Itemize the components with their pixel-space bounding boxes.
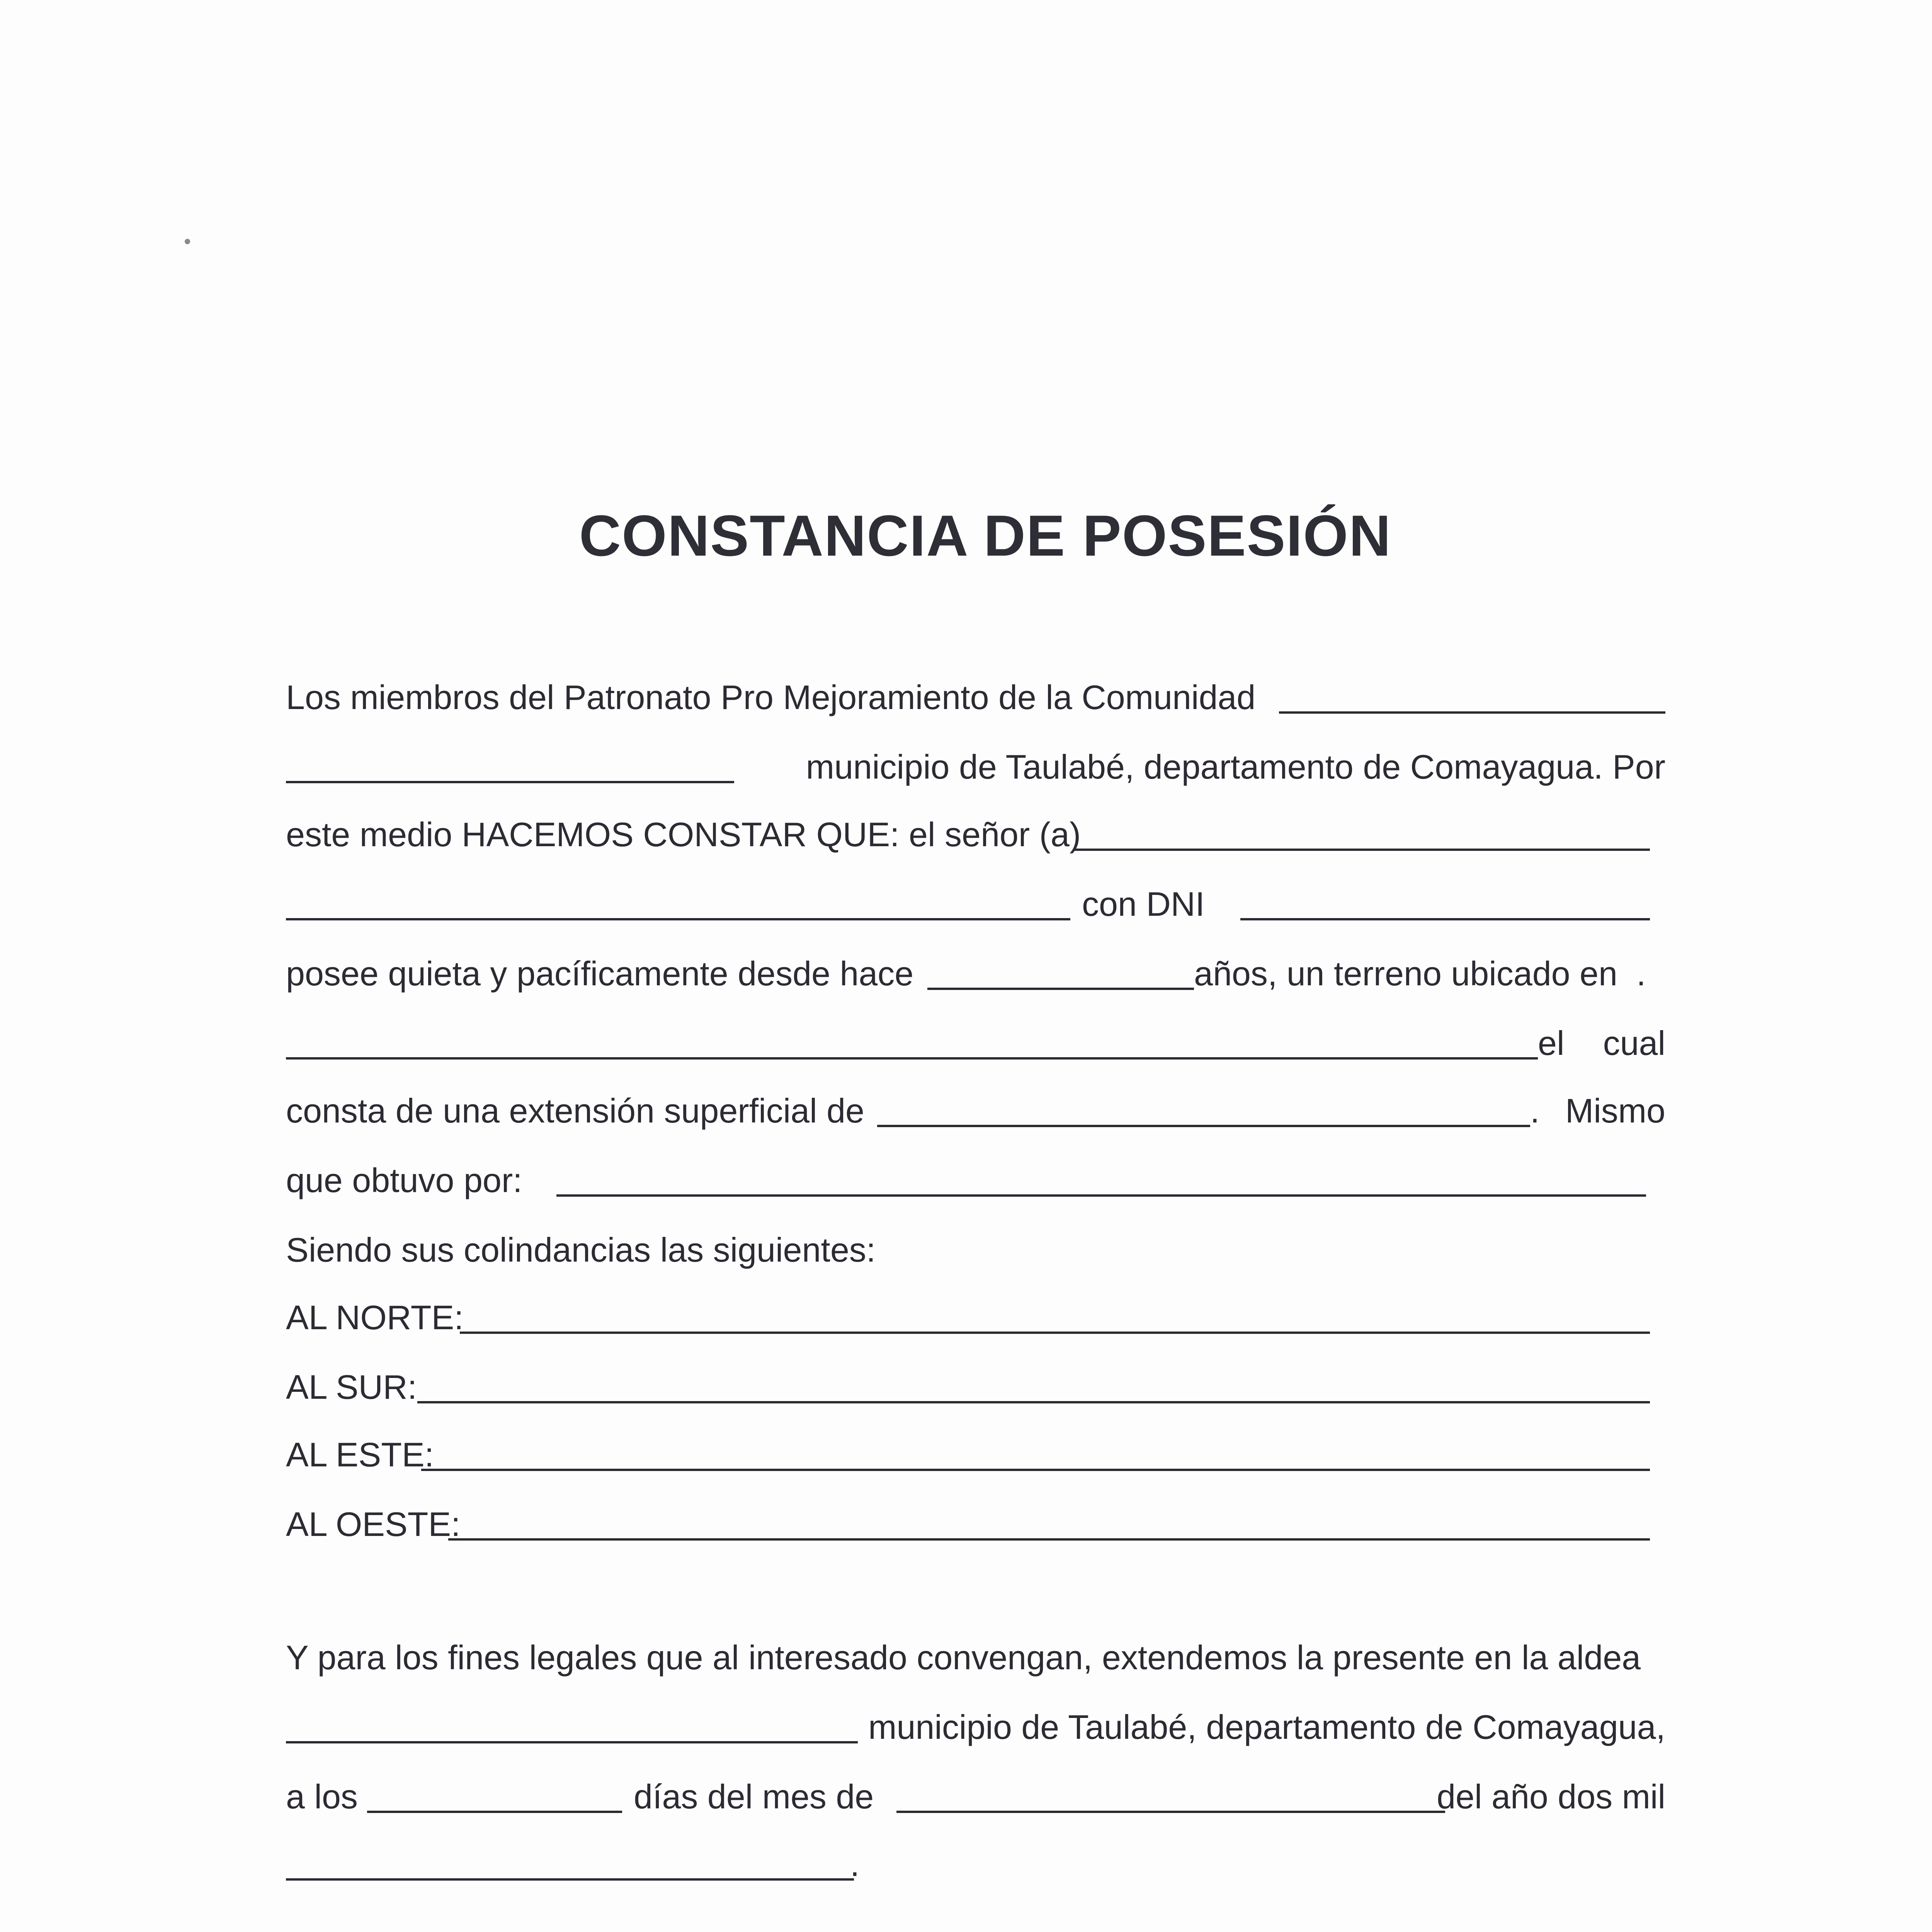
para2-line3: [286, 1774, 1665, 1820]
para1-text-5a: posee quieta y pacíficamente desde hace: [286, 954, 914, 993]
day-field[interactable]: [367, 1811, 622, 1813]
para1-text-6a: el: [1538, 1024, 1565, 1062]
obtained-by-field[interactable]: [556, 1194, 1646, 1197]
para1-text-8: que obtuvo por:: [286, 1161, 522, 1199]
village-field[interactable]: [286, 1741, 858, 1743]
boundary-north-label: AL NORTE:: [286, 1298, 464, 1337]
location-field[interactable]: [286, 1057, 1538, 1060]
person-name-field[interactable]: [1074, 849, 1650, 851]
para2-text-4: .: [850, 1845, 860, 1883]
extension-field[interactable]: [877, 1125, 1530, 1127]
community-field[interactable]: [1279, 711, 1665, 714]
para1-text-5b: años, un terreno ubicado en: [1194, 954, 1617, 993]
para1-line2: [286, 744, 1665, 790]
para2-text-3b: días del mes de: [634, 1777, 874, 1816]
years-field[interactable]: [927, 988, 1194, 990]
para1-text-5c: .: [1636, 954, 1646, 993]
boundary-south-field[interactable]: [417, 1401, 1650, 1403]
para2-text-2: municipio de Taulabé, departamento de Comayagua,: [868, 1708, 1665, 1746]
month-field[interactable]: [896, 1811, 1445, 1813]
boundaries-intro: Siendo sus colindancias las siguientes:: [286, 1231, 876, 1269]
boundary-east-field[interactable]: [421, 1469, 1650, 1471]
para1-text-1: Los miembros del Patronato Pro Mejoramiento de la Comunidad: [286, 678, 1256, 716]
boundary-south-row: [286, 1364, 1665, 1410]
scan-speck: [185, 239, 190, 244]
para2-text-1: Y para los fines legales que al interesado convengan, extendemos la presente en la aldea: [286, 1638, 1641, 1677]
boundary-south-label: AL SUR:: [286, 1368, 417, 1406]
document-title: CONSTANCIA DE POSESIÓN: [579, 503, 1392, 568]
para2-text-3a: a los: [286, 1777, 358, 1816]
para2-line4: [286, 1841, 1665, 1888]
para1-line3: [286, 811, 1665, 858]
dni-label: con DNI: [1082, 885, 1205, 923]
para1-line9: [286, 1227, 1665, 1273]
para1-text-7b: .: [1530, 1092, 1540, 1130]
boundary-west-label: AL OESTE:: [286, 1505, 461, 1543]
dni-field[interactable]: [1240, 918, 1650, 920]
boundary-west-row: [286, 1501, 1665, 1548]
person-name-field-cont[interactable]: [286, 918, 1070, 920]
boundary-east-label: AL ESTE:: [286, 1435, 434, 1474]
boundary-north-field[interactable]: [460, 1332, 1650, 1334]
para1-line4: [286, 881, 1665, 927]
year-field[interactable]: [286, 1878, 854, 1881]
para1-text-7c: Mismo: [1565, 1092, 1665, 1130]
para1-line7: [286, 1088, 1665, 1134]
para2-line1: [286, 1634, 1665, 1681]
para1-line5: [286, 951, 1665, 997]
para2-line2: [286, 1704, 1665, 1750]
para2-text-3c: del año dos mil: [1437, 1777, 1665, 1816]
para1-text-3: este medio HACEMOS CONSTAR QUE: el señor (a): [286, 815, 1081, 854]
community-field-cont[interactable]: [286, 781, 734, 783]
para1-line6: [286, 1020, 1665, 1066]
para1-line1: [286, 674, 1665, 721]
para1-text-7a: consta de una extensión superficial de: [286, 1092, 864, 1130]
para1-text-2: municipio de Taulabé, departamento de Comayagua. Por: [806, 748, 1665, 786]
boundary-west-field[interactable]: [448, 1538, 1650, 1541]
boundary-east-row: [286, 1432, 1665, 1478]
boundary-north-row: [286, 1294, 1665, 1341]
para1-text-6b: cual: [1603, 1024, 1665, 1062]
para1-line8: [286, 1157, 1665, 1204]
